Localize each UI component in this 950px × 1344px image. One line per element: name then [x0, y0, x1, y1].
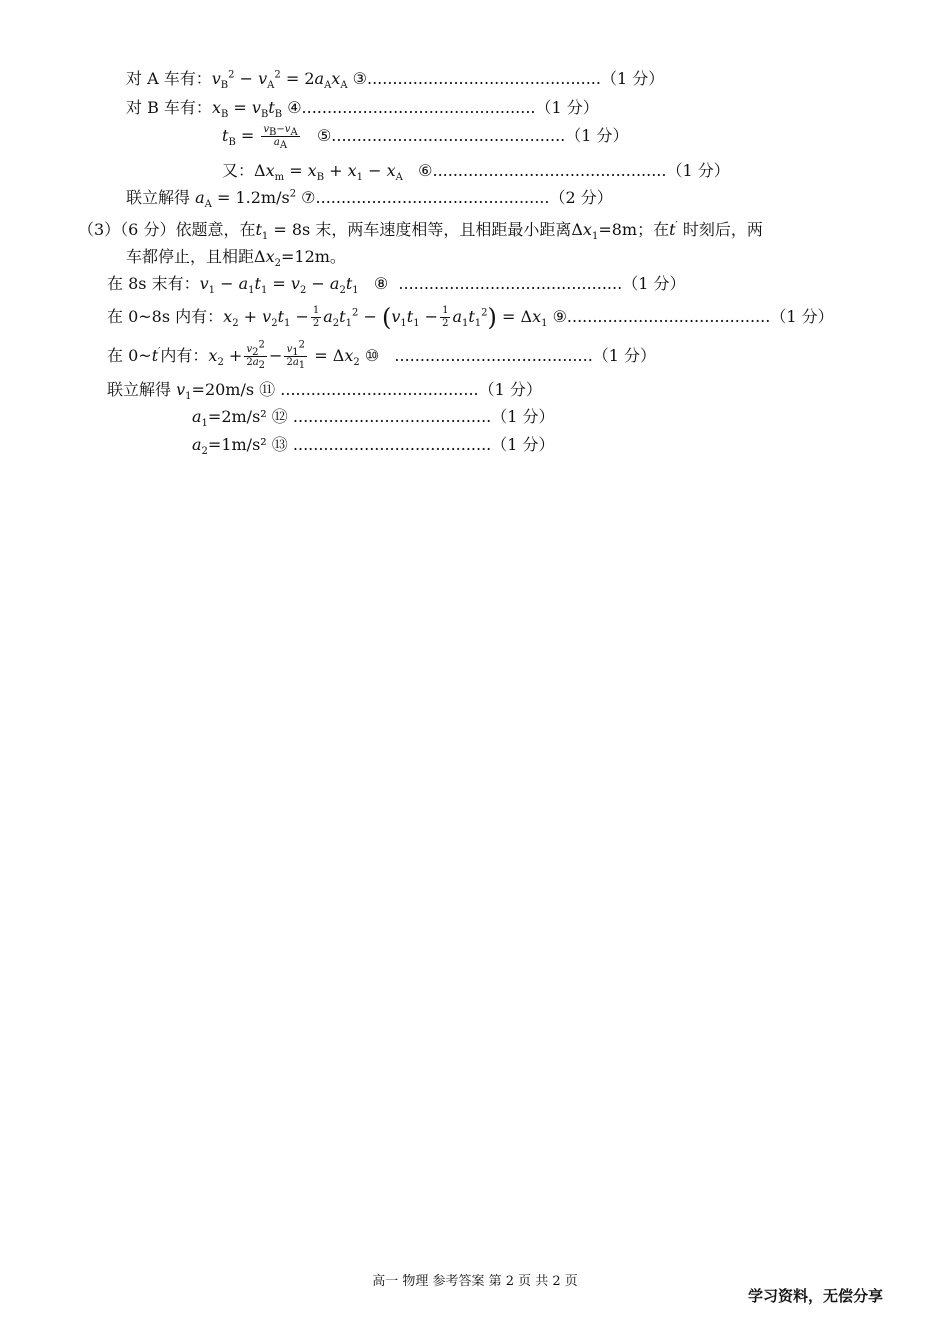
result-a2: $a_2=1m/s^2$ ⑬ .......................................（1 分） [192, 435, 555, 458]
score: （1 分） [770, 307, 834, 326]
score: （2 分） [549, 188, 613, 207]
eq-8: $v_1 - a_1t_1 = v_2 - a_2t_1$ [199, 274, 359, 297]
score: （1 分） [565, 126, 629, 145]
eq-line-4: 对 B 车有：$x_B = v_Bt_B$ ④..............................................（1 分） [126, 98, 599, 121]
eq-3: $v_B^2 - v_A^2 = 2a_Ax_A$ [211, 69, 348, 92]
eq-number: ⑥ [418, 161, 433, 180]
eq-line-10: 在 0~t′内有：$x_2$ + $\frac{v_2^2}{2a_2}$ − $\frac{v_1^2}{2a_1}$ = $\Delta x_2$ ⑩ .......................................（1 分） [107, 339, 657, 371]
score: （1 分） [478, 380, 542, 399]
eq-number: ⑧ [373, 274, 389, 293]
eq-number: ⑬ [271, 435, 288, 454]
eq-number: ④ [287, 98, 302, 117]
part3-line-1: （3）（6 分）依题意，在$t_1 = 8s$ 末，两车速度相等，且相距最小距离$\Delta x_1=8m$；在t′ 时刻后，两 [78, 220, 763, 243]
eq-number: ⑦ [301, 188, 316, 207]
score: （1 分） [491, 435, 555, 454]
score: （1 分） [666, 161, 730, 180]
eq-line-8: 在 8s 末有：$v_1 - a_1t_1 = v_2 - a_2t_1$ ⑧ ............................................（1 分） [107, 274, 686, 297]
eq-line-9: 在 0~8s 内有：$x_2 + v_2t_1$ − $\frac{1}{2}$ $a_2t_1^2 - (v_1t_1$ − $\frac{1}{2}$ $a_1t_1^2) = \Delta x_1$ ⑨........................................（1 分） [107, 303, 834, 332]
eq-line-5: $t_B$ = $\frac{v_B-v_A}{a_A}$ ⑤..............................................（1 分） [222, 124, 629, 151]
eq-6: $\Delta x_m = x_B + x_1 - x_A$ [254, 161, 403, 184]
eq-line-7: 联立解得 $a_A = 1.2m/s^2$ ⑦..............................................（2 分） [126, 188, 613, 211]
score: （1 分） [592, 346, 657, 365]
eq-line-3: 对 A 车有：$v_B^2 - v_A^2 = 2a_Ax_A$ ③..............................................（1 分） [126, 69, 665, 92]
result-a1: $a_1=2m/s^2$ ⑫ .......................................（1 分） [192, 407, 555, 430]
score: （1 分） [622, 274, 686, 293]
page-footer: 高一 物理 参考答案 第 2 页 共 2 页 [372, 1274, 578, 1289]
part3-line-2: 车都停止，且相距$\Delta x_2=12m$。 [126, 247, 346, 270]
eq-number: ⑩ [364, 346, 380, 365]
score: （1 分） [491, 407, 555, 426]
eq-line-6: 又：$\Delta x_m = x_B + x_1 - x_A$ ⑥..............................................（1 分） [222, 161, 730, 184]
result-v1: 联立解得 $v_1=20m/s$ ⑪ .......................................（1 分） [107, 380, 542, 403]
eq-number: ③ [352, 69, 367, 88]
eq-9: $x_2 + v_2t_1$ − $\frac{1}{2}$ $a_2t_1^2 - (v_1t_1$ − $\frac{1}{2}$ $a_1t_1^2) = \Delta x_1$ [223, 303, 548, 332]
eq-7: $a_A = 1.2m/s^2$ [195, 188, 297, 211]
eq-number: ⑪ [259, 380, 276, 399]
eq-5: $t_B$ = $\frac{v_B-v_A}{a_A}$ [222, 124, 298, 151]
eq-number: ⑫ [271, 407, 288, 426]
eq-4: $x_B = v_Bt_B$ [211, 98, 283, 121]
eq-10: $x_2$ + $\frac{v_2^2}{2a_2}$ − $\frac{v_1^2}{2a_1}$ = $\Delta x_2$ [208, 339, 360, 371]
eq-number: ⑨ [552, 307, 567, 326]
score: （1 分） [535, 98, 599, 117]
eq-number: ⑤ [316, 126, 332, 145]
score: （1 分） [600, 69, 665, 88]
watermark-text: 学习资料，无偿分享 [748, 1287, 884, 1305]
